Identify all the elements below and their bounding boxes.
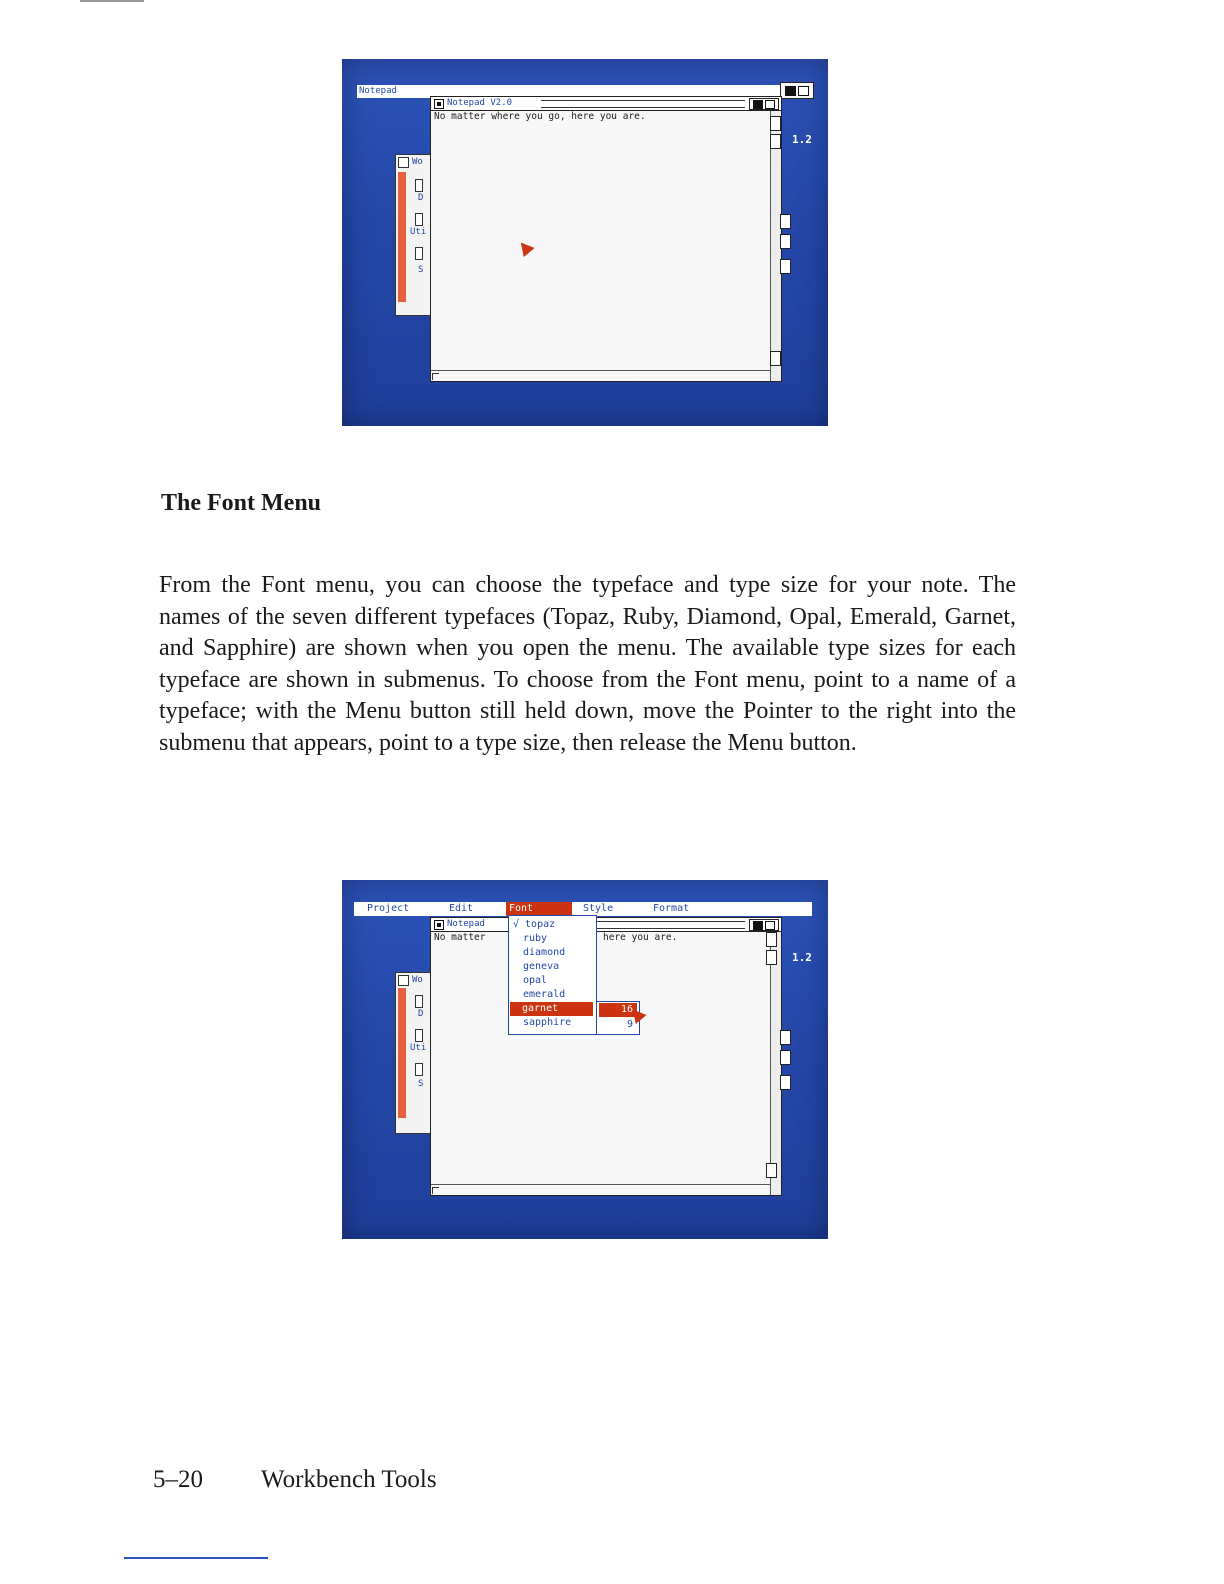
note-text-right[interactable]: here you are. [603, 932, 678, 943]
font-dropdown-menu [508, 915, 597, 1035]
font-item-sapphire[interactable]: sapphire [523, 1017, 572, 1028]
behind-window-title: Wo [412, 975, 423, 985]
menu-bar [354, 902, 812, 916]
menu-project[interactable]: Project [367, 903, 410, 914]
close-icon[interactable] [434, 920, 444, 930]
close-icon[interactable] [398, 975, 409, 986]
resize-icon[interactable] [432, 373, 439, 380]
gadget-icon[interactable] [780, 1030, 791, 1045]
title-bar-stripes [541, 100, 745, 108]
resize-icon[interactable] [432, 1187, 439, 1194]
behind-window-label-1: D [418, 1009, 424, 1019]
notepad-title: Notepad V2.0 [447, 98, 513, 108]
notepad-window [430, 917, 782, 1196]
font-menu-screenshot [342, 880, 828, 1239]
gadget-icon[interactable] [780, 234, 791, 249]
bottom-rule [124, 1557, 268, 1559]
depth-gadget-icon[interactable] [749, 919, 779, 931]
page-number: 5–20 [153, 1466, 203, 1493]
version-label: 1.2 [792, 133, 812, 146]
scroll-down-icon[interactable] [770, 351, 781, 366]
menu-style[interactable]: Style [583, 903, 614, 914]
scroll-bar[interactable] [398, 988, 406, 1118]
scroll-down-icon[interactable] [770, 134, 781, 149]
font-item-diamond[interactable]: diamond [523, 947, 566, 958]
behind-window-label-3: S [418, 1079, 424, 1089]
menu-format[interactable]: Format [653, 903, 690, 914]
gadget-icon[interactable] [780, 259, 791, 274]
title-bar-stripes [597, 921, 745, 929]
gadget-icon[interactable] [780, 1050, 791, 1065]
size-item-9[interactable]: 9 [626, 1019, 633, 1030]
note-text-left[interactable]: No matter [434, 932, 486, 943]
font-item-emerald[interactable]: emerald [523, 989, 566, 1000]
notepad-title: Notepad [447, 919, 485, 929]
behind-window-title: Wo [412, 157, 423, 167]
footer-section-title: Workbench Tools [261, 1466, 437, 1493]
scroll-up-icon[interactable] [766, 932, 777, 947]
top-rule [80, 0, 144, 2]
notepad-title-bar[interactable] [431, 97, 781, 111]
scroll-down-icon[interactable] [766, 950, 777, 965]
behind-window-label-1: D [418, 193, 424, 203]
drawer-icon[interactable] [415, 1063, 423, 1076]
scroll-bar[interactable] [398, 172, 406, 302]
drawer-icon[interactable] [415, 247, 423, 260]
drawer-icon[interactable] [415, 1029, 423, 1042]
font-item-garnet[interactable]: garnet [510, 1002, 593, 1016]
font-item-opal[interactable]: opal [523, 975, 548, 986]
notepad-screenshot-top [342, 59, 828, 426]
close-icon[interactable] [398, 157, 409, 168]
scroll-down-icon[interactable] [766, 1163, 777, 1178]
behind-window-label-2: Uti [410, 1043, 427, 1053]
notepad-window [430, 96, 782, 382]
close-icon[interactable] [434, 99, 444, 109]
menu-edit[interactable]: Edit [449, 903, 474, 914]
body-paragraph: From the Font menu, you can choose the typeface and type size for your note. The names of the seven different typefaces (Topaz, Ruby, Diamond, Opal, Emerald, Garnet, and Sapphire) are shown when you open the menu. The available type sizes for each typeface are shown in submenus. To choose from the Font menu, point to a name of a typeface; with the Menu button still held down, move the Pointer to the right into the submenu that appears, point to a type size, then release the Menu button. [159, 572, 1016, 756]
horizontal-scroll-track[interactable] [431, 1184, 771, 1195]
gadget-icon[interactable] [780, 1075, 791, 1090]
depth-gadget-icon[interactable] [749, 98, 779, 110]
horizontal-scroll-track[interactable] [431, 370, 771, 381]
workbench-title: Notepad [359, 86, 397, 96]
menu-font[interactable]: Font [506, 902, 572, 916]
workbench-depth-gadgets[interactable] [780, 82, 814, 99]
behind-window-label-2: Uti [410, 227, 427, 237]
font-item-geneva[interactable]: geneva [523, 961, 560, 972]
section-heading: The Font Menu [161, 490, 322, 516]
gadget-icon[interactable] [780, 214, 791, 229]
version-label: 1.2 [792, 951, 812, 964]
notepad-title-bar[interactable] [431, 918, 781, 932]
drawer-icon[interactable] [415, 995, 423, 1008]
size-item-16[interactable]: 16 [599, 1003, 637, 1017]
font-item-ruby[interactable]: ruby [523, 933, 548, 944]
font-item-topaz[interactable]: √ topaz [513, 919, 556, 930]
scroll-up-icon[interactable] [770, 116, 781, 131]
note-text[interactable]: No matter where you go, here you are. [434, 111, 646, 122]
drawer-icon[interactable] [415, 179, 423, 192]
drawer-icon[interactable] [415, 213, 423, 226]
behind-window-label-3: S [418, 265, 424, 275]
